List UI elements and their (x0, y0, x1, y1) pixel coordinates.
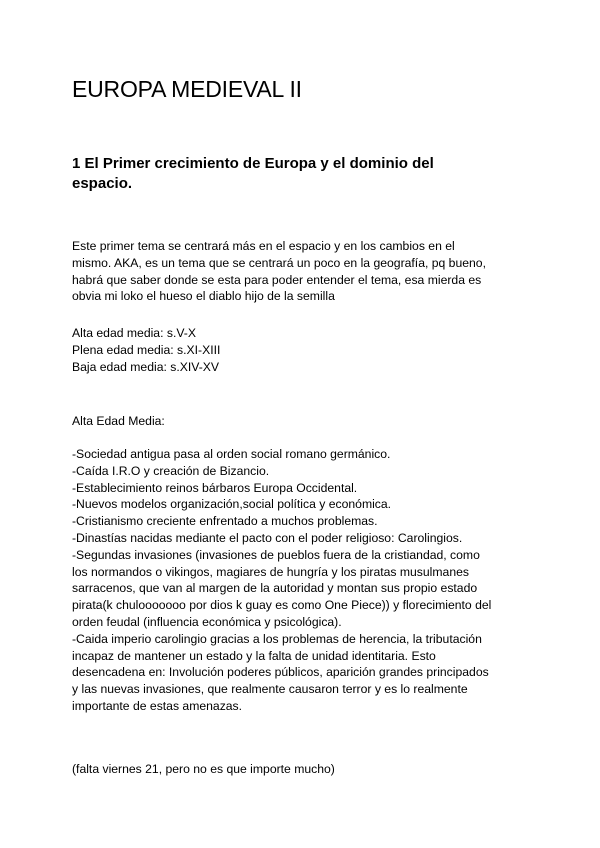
point-line: -Segundas invasiones (invasiones de pueblos fuera de la cristiandad, como (72, 547, 480, 562)
intro-line: mismo. AKA, es un tema que se centrará un poco en la geografía, pq bueno, (72, 255, 486, 270)
point-line: -Cristianismo creciente enfrentado a muchos problemas. (72, 514, 378, 529)
point-line: -Establecimiento reinos bárbaros Europa Occidental. (72, 480, 358, 495)
footnote: (falta viernes 21, pero no es que importe mucho) (72, 762, 335, 776)
point-line: -Dinastías nacidas mediante el pacto con el poder religioso: Carolingios. (72, 530, 463, 545)
period-item: Alta edad media: s.V-X (72, 326, 196, 340)
intro-line: obvia mi loko el hueso el diablo hijo de la semilla (72, 289, 335, 304)
intro-line: habrá que saber donde se esta para poder entender el tema, esa mierda es (72, 272, 482, 287)
points-list (72, 446, 512, 715)
point-line: pirata(k chulooooooo por dios k guay es como One Piece)) y florecimiento del (72, 598, 492, 613)
point-line: importante de estas amenazas. (72, 698, 243, 713)
subheading: Alta Edad Media: (72, 414, 165, 428)
point-line: -Nuevos modelos organización,social política y económica. (72, 497, 392, 512)
point-line: incapaz de mantener un estado y la falta de unidad identitaria. Esto (72, 648, 436, 663)
period-item: Baja edad media: s.XIV-XV (72, 359, 220, 374)
point-line: desencadena en: Involución poderes públicos, aparición grandes principados (72, 665, 489, 680)
point-line: -Caída I.R.O y creación de Bizancio. (72, 463, 270, 478)
point-line: y las nuevas invasiones, que realmente causaron terror y es lo realmente (72, 682, 468, 697)
point-line: sarracenos, que van al margen de la autoridad y montan sus propio estado (72, 581, 478, 596)
document-title: EUROPA MEDIEVAL II (72, 76, 302, 102)
period-item: Plena edad media: s.XI-XIII (72, 342, 221, 357)
point-line: -Sociedad antigua pasa al orden social romano germánico. (72, 447, 391, 461)
section-heading-line: espacio. (72, 175, 133, 192)
intro-line: Este primer tema se centrará más en el espacio y en los cambios en el (72, 239, 455, 253)
point-line: los normandos o vikingos, magiares de hungría y los piratas musulmanes (72, 564, 469, 579)
intro-paragraph (72, 238, 512, 305)
periods-list (72, 325, 512, 375)
point-line: orden feudal (influencia económica y psicológica). (72, 614, 342, 629)
point-line: -Caida imperio carolingio gracias a los problemas de herencia, la tributación (72, 631, 482, 646)
section-heading (72, 154, 492, 194)
section-heading-line: 1 El Primer crecimiento de Europa y el dominio del (72, 155, 434, 172)
